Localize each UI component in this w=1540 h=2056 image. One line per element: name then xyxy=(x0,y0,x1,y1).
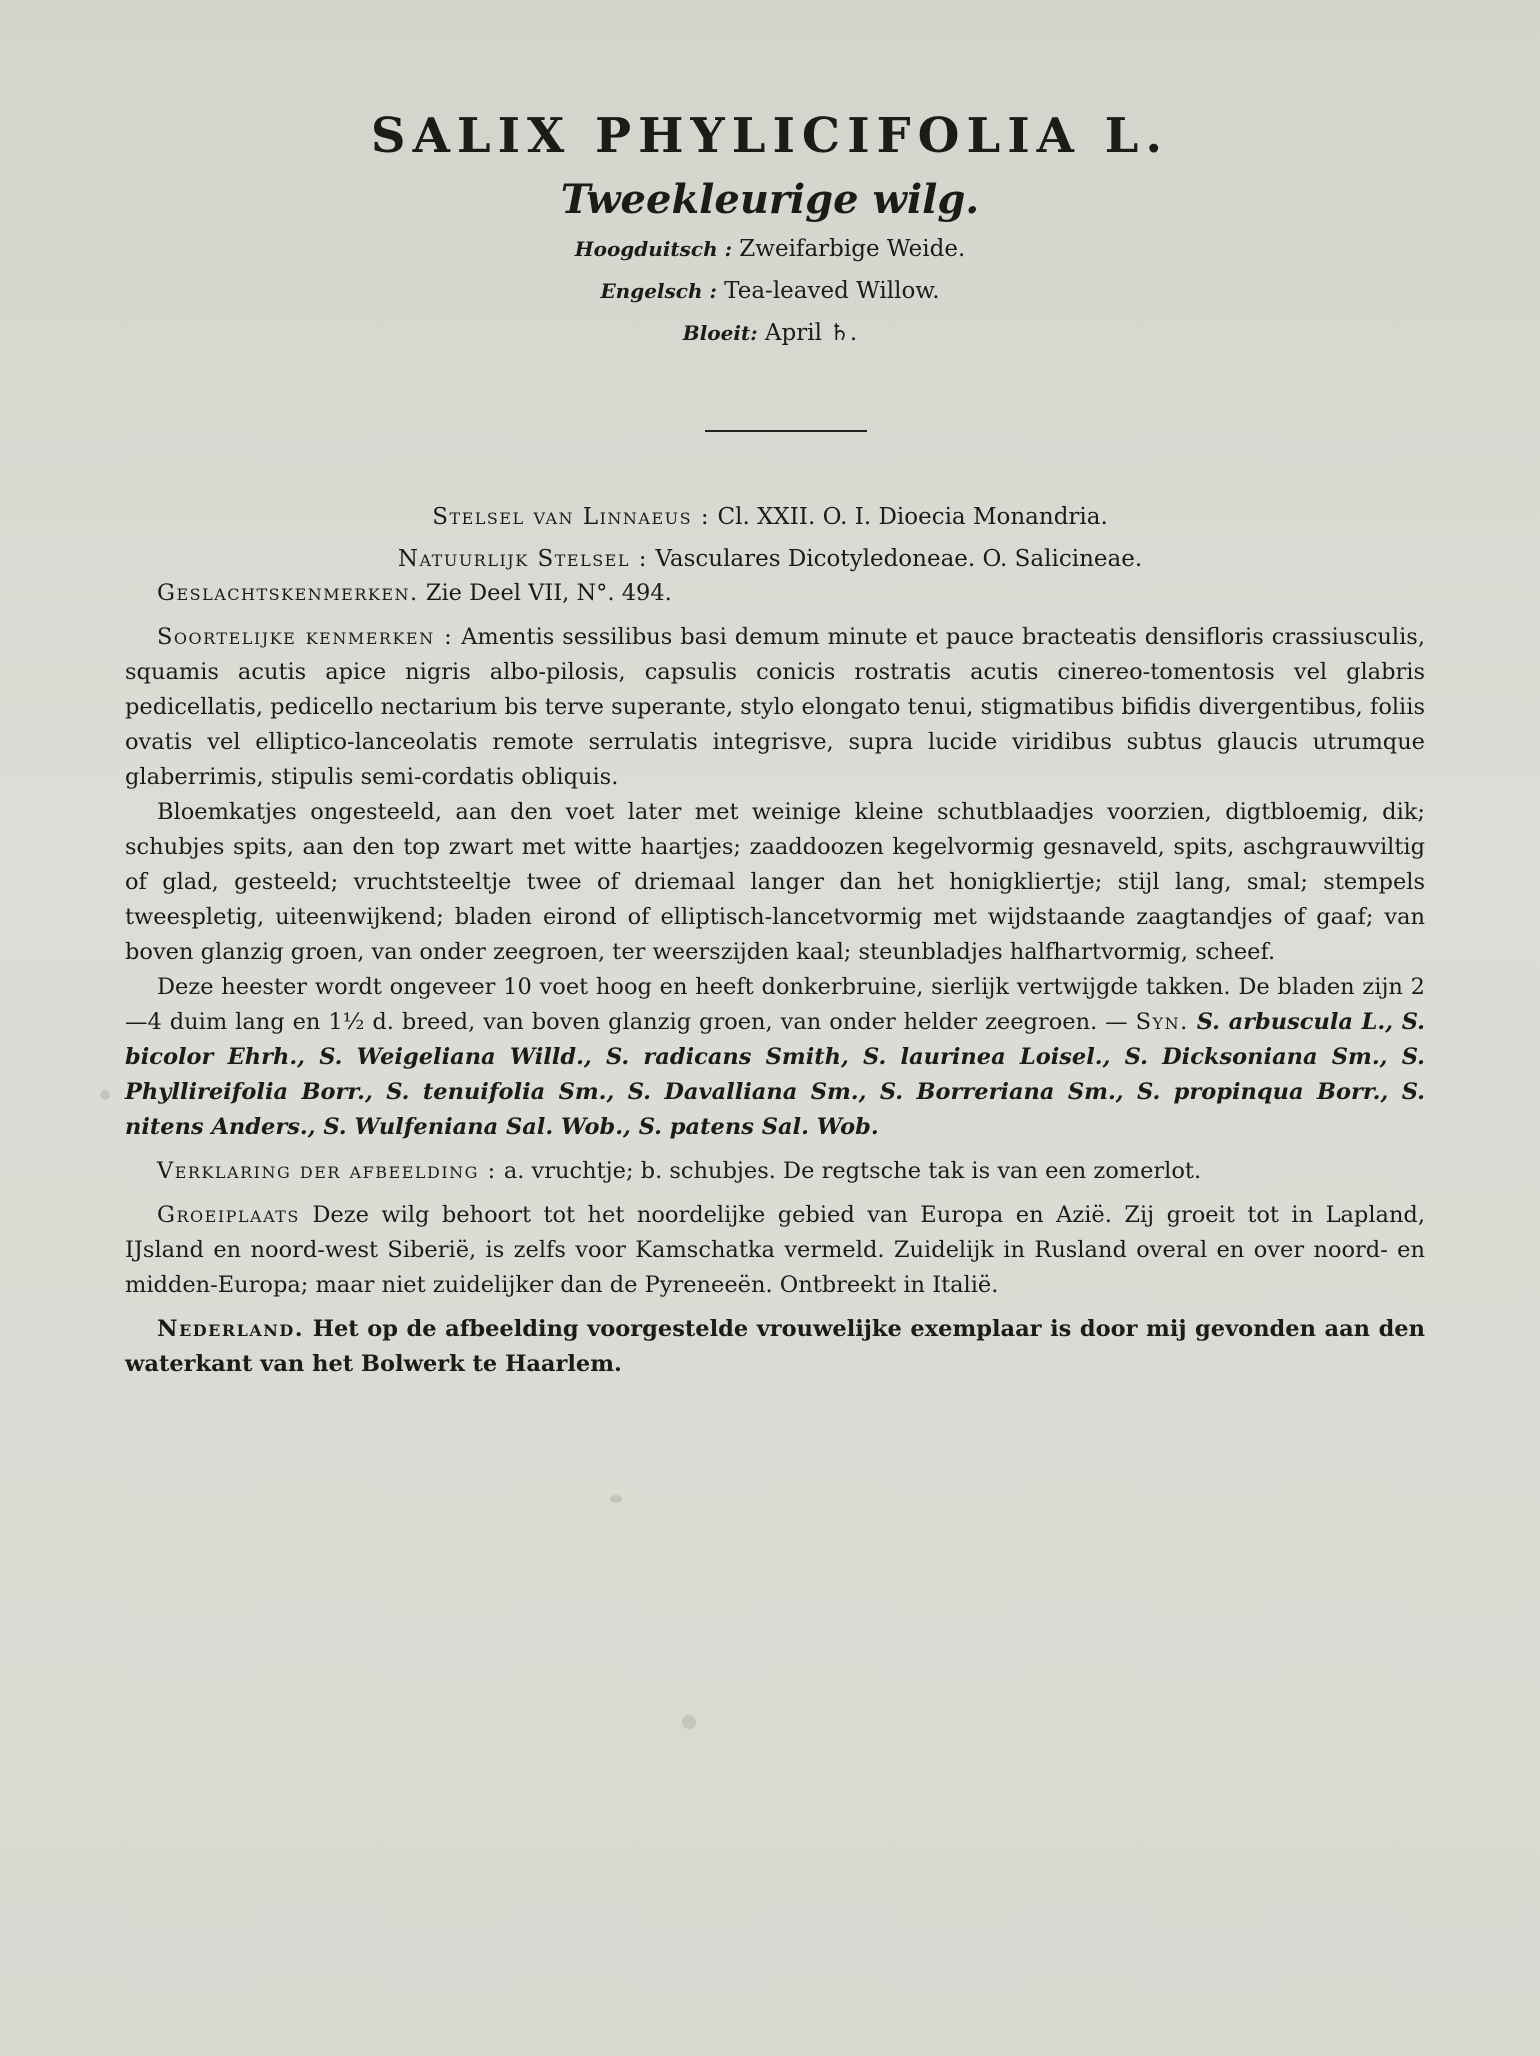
divider-rule xyxy=(705,430,867,432)
linnaeus-label: Stelsel van Linnaeus : xyxy=(432,504,711,530)
shrub-paragraph xyxy=(125,970,1425,1145)
nederland-paragraph xyxy=(125,1312,1425,1382)
english-value: Tea-leaved Willow. xyxy=(724,278,940,304)
natural-system-line xyxy=(0,546,1540,572)
body-text xyxy=(125,576,1425,1382)
common-name: Tweekleurige wilg. xyxy=(560,176,980,223)
description-paragraph: Bloemkatjes ongesteeld, aan den voet later met weinige kleine schutblaadjes voorzien, digtbloemig, dik; schubjes spits, aan den top zwart met witte haartjes; zaaddoozen kegelvormig gesnaveld, spits, aschgrauwviltig of glad, gesteeld; vruchtsteeltje twee of driemaal langer dan het honigkliertje; stijl lang, smal; stempels tweespletig, uiteenwijkend; bladen eirond of elliptisch-lancetvormig met wijdstaande zaagtandjes of gaaf; van boven glanzig groen, van onder zeegroen, ter weerszijden kaal; steunbladjes halfhartvormig, scheef. xyxy=(125,799,1425,965)
species-text: Amentis sessilibus basi demum minute et pauce bracteatis densifloris crassiusculis, squamis acutis apice nigris albo-pilosis, capsulis conicis rostratis acutis cinereo-tomentosis vel glabris pedicellatis, pedicello nectarium bis terve superante, stylo elongato tenui, stigmatibus bifidis divergentibus, foliis ovatis vel elliptico-lanceolatis remote serrulatis integrisve, supra lucide viridibus subtus glaucis utrumque glaberrimis, stipulis semi-cordatis obliquis. xyxy=(125,624,1425,790)
paper-speck xyxy=(100,1090,110,1100)
natural-value: Vasculares Dicotyledoneae. O. Salicineae. xyxy=(655,546,1143,572)
bloom-value: April ♄. xyxy=(764,320,858,346)
german-value: Zweifarbige Weide. xyxy=(739,236,966,262)
linnaeus-line xyxy=(0,504,1540,530)
genus-paragraph xyxy=(125,576,1425,611)
habitat-label: Groeiplaats xyxy=(157,1202,300,1228)
species-label: Soortelijke kenmerken : xyxy=(157,624,454,650)
explanation-paragraph xyxy=(125,1154,1425,1189)
nederland-label: Nederland. xyxy=(157,1316,305,1342)
natural-label: Natuurlijk Stelsel : xyxy=(397,546,649,572)
genus-value: Zie Deel VII, N°. 494. xyxy=(425,580,672,606)
english-label: Engelsch : xyxy=(600,279,717,303)
bloom-label: Bloeit: xyxy=(682,321,758,345)
synonyms-text: S. arbuscula L., S. bicolor Ehrh., S. Weigeliana Willd., S. radicans Smith, S. laurinea Loisel., S. Dicksoniana Sm., S. Phyllireifolia Borr., S. tenuifolia Sm., S. Davalliana Sm., S. Borreriana Sm., S. propinqua Borr., S. nitens Anders., S. Wulfeniana Sal. Wob., S. patens Sal. Wob. xyxy=(125,1009,1425,1140)
genus-label: Geslachtskenmerken. xyxy=(157,580,419,606)
english-name-line xyxy=(0,278,1540,304)
species-title: SALIX PHYLICIFOLIA L. xyxy=(370,108,1170,164)
bloom-line xyxy=(0,320,1540,346)
paper-speck xyxy=(610,1495,622,1503)
nederland-text: Het op de afbeelding voorgestelde vrouwelijke exemplaar is door mij gevonden aan den waterkant van het Bolwerk te Haarlem. xyxy=(125,1316,1425,1377)
german-label: Hoogduitsch : xyxy=(574,237,732,261)
german-name-line xyxy=(0,236,1540,262)
habitat-text: Deze wilg behoort tot het noordelijke gebied van Europa en Azië. Zij groeit tot in Lapland, IJsland en noord-west Siberië, is zelfs voor Kamschatka vermeld. Zuidelijk in Rusland overal en over noord- en midden-Europa; maar niet zuidelijker dan de Pyreneeën. Ontbreekt in Italië. xyxy=(125,1202,1425,1298)
linnaeus-value: Cl. XXII. O. I. Dioecia Monandria. xyxy=(717,504,1108,530)
shrub-text: Deze heester wordt ongeveer 10 voet hoog en heeft donkerbruine, sierlijk vertwijgde takken. De bladen zijn 2—4 duim lang en 1½ d. breed, van boven glanzig groen, van onder helder zeegroen. — xyxy=(125,974,1425,1035)
explanation-label: Verklaring der afbeelding : xyxy=(157,1158,497,1184)
paper-speck xyxy=(682,1715,696,1729)
species-paragraph xyxy=(125,620,1425,795)
explanation-text: a. vruchtje; b. schubjes. De regtsche tak is van een zomerlot. xyxy=(503,1158,1202,1184)
habitat-paragraph xyxy=(125,1198,1425,1303)
syn-label: Syn. xyxy=(1135,1009,1189,1035)
